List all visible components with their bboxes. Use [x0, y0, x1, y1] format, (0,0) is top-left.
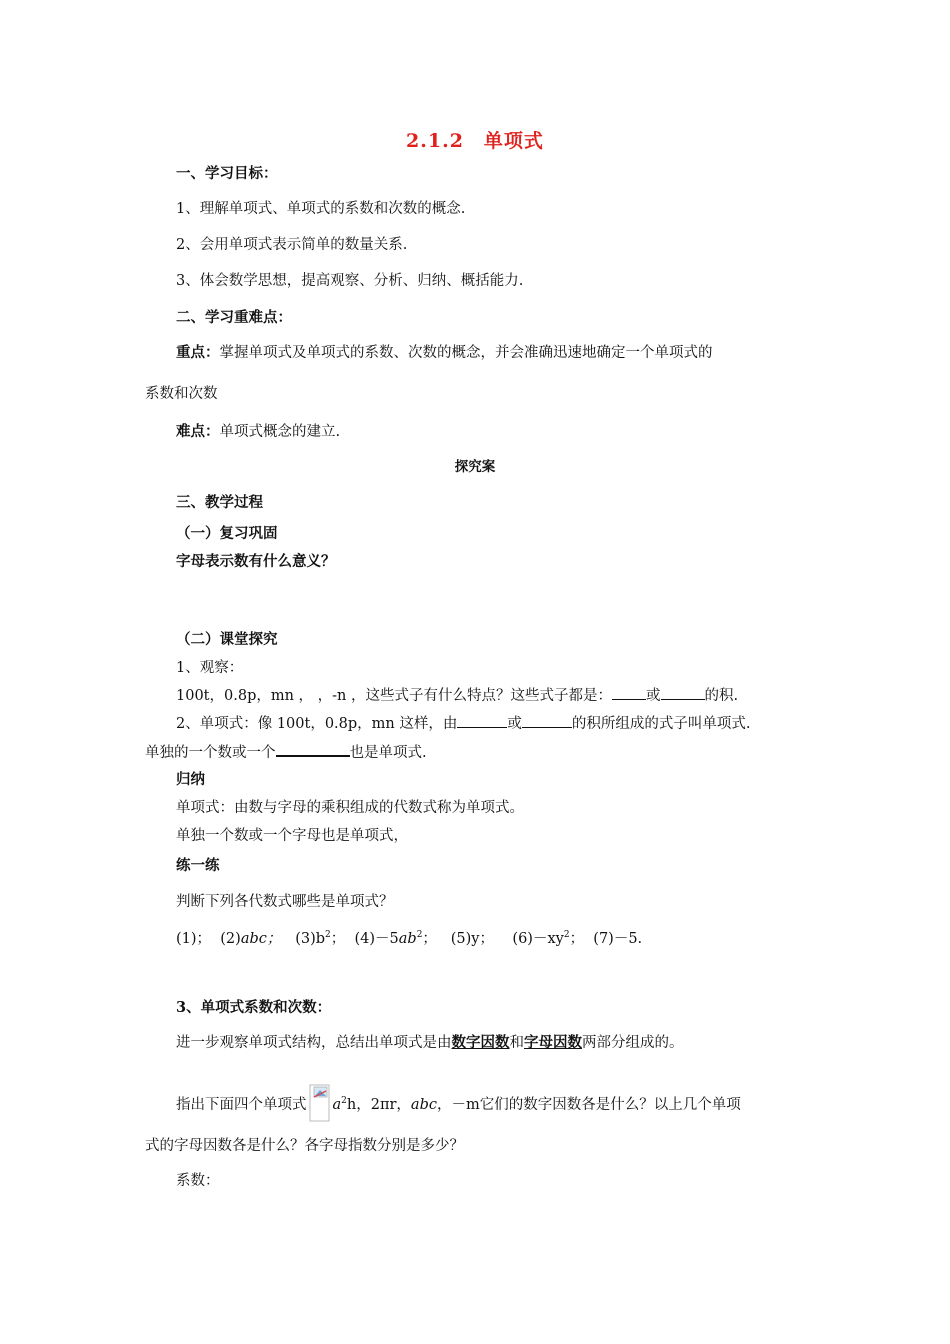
goal-item-2: 2、会用单项式表示简单的数量关系.	[176, 237, 408, 253]
fill-blank-1[interactable]	[612, 687, 646, 700]
goal-item-3: 3、体会数学思想，提高观察、分析、归纳、概括能力.	[176, 273, 524, 289]
numeric-factor-term: 数字因数	[451, 1034, 510, 1051]
observe-text: 100t，0.8p，mn ， ，-n ，这些式子有什么特点？这些式子都是：	[176, 688, 612, 704]
practice-item-3: $(3)b^2$；	[295, 930, 346, 947]
summary-line-1: 单项式：由数与字母的乘积组成的代数式称为单项式。	[176, 800, 524, 816]
fill-blank-2[interactable]	[661, 687, 705, 700]
practice-item-7: (7)－5.	[593, 931, 643, 947]
definition-line	[176, 715, 751, 733]
summary-line-2: 单独一个数或一个字母也是单项式，	[176, 828, 408, 844]
summary-heading: 归纳	[176, 771, 205, 788]
practice-heading: 练一练	[176, 857, 220, 874]
key-point-continuation: 系数和次数	[145, 386, 218, 402]
structure-paragraph: 进一步观察单项式结构，总结出单项式是由数字因数和字母因数两部分组成的。	[176, 1034, 684, 1051]
review-question: 字母表示数有什么意义？	[176, 553, 336, 570]
key-point-line	[176, 344, 713, 362]
learning-goals-heading: 一、学习目标：	[176, 165, 278, 182]
definition-end: 的积所组成的式子叫单项式.	[571, 716, 751, 732]
fraction-image-icon	[309, 1083, 331, 1123]
explore-title: 探究案	[454, 459, 496, 475]
explore-subheading: （二）课堂探究	[176, 631, 278, 648]
observe-expressions	[176, 687, 738, 705]
difficulty-line	[176, 423, 340, 441]
definition2-text: 单独的一个数或一个	[145, 745, 276, 761]
teaching-process-heading: 三、教学过程	[176, 494, 263, 511]
observe-label: 1、观察：	[176, 660, 244, 676]
definition2-end: 也是单项式.	[349, 745, 427, 761]
coefficient-degree-heading: 3、单项式系数和次数：	[176, 999, 332, 1016]
difficulty-text: 单项式概念的建立.	[219, 424, 341, 440]
monomials-question: 指出下面四个单项式 $a^2h$，2πr，abc，－m它们的数字因数各是什么？以上几个单项	[176, 1083, 741, 1123]
practice-item-4: $(4)-5ab^2$；	[354, 930, 437, 947]
difficulty-label: 难点：	[176, 423, 220, 440]
monomials-question-continuation: 式的字母因数各是什么？各字母指数分别是多少？	[145, 1138, 464, 1154]
or-word: 或	[646, 688, 661, 704]
practice-item-5: (5)y；	[450, 931, 494, 947]
definition-text: 2、单项式：像 100t，0.8p，mn 这样，由	[176, 716, 458, 732]
goal-item-1: 1、理解单项式、单项式的系数和次数的概念.	[176, 201, 466, 217]
practice-item-6: $(6)-xy^2$；	[512, 930, 585, 947]
key-label: 重点：	[176, 344, 220, 361]
coefficient-label: 系数：	[176, 1173, 220, 1189]
document-title: 2.1.2 单项式	[406, 130, 544, 152]
fill-blank-4[interactable]	[522, 715, 572, 728]
or-word-2: 或	[507, 716, 522, 732]
practice-question: 判断下列各代数式哪些是单项式？	[176, 894, 394, 910]
key-text: 掌握单项式及单项式的系数、次数的概念，并会准确迅速地确定一个单项式的	[219, 345, 713, 361]
fill-blank-5[interactable]	[276, 743, 350, 757]
definition-line-2	[145, 743, 427, 762]
product-word: 的积.	[704, 688, 739, 704]
fill-blank-3[interactable]	[457, 715, 507, 728]
key-points-heading: 二、学习重难点：	[176, 309, 292, 326]
practice-items	[176, 930, 642, 948]
letter-factor-term: 字母因数	[524, 1034, 582, 1051]
practice-item-1: (1)；	[176, 931, 212, 947]
practice-item-2: (2)abc；	[220, 931, 282, 947]
review-subheading: （一）复习巩固	[176, 525, 278, 542]
